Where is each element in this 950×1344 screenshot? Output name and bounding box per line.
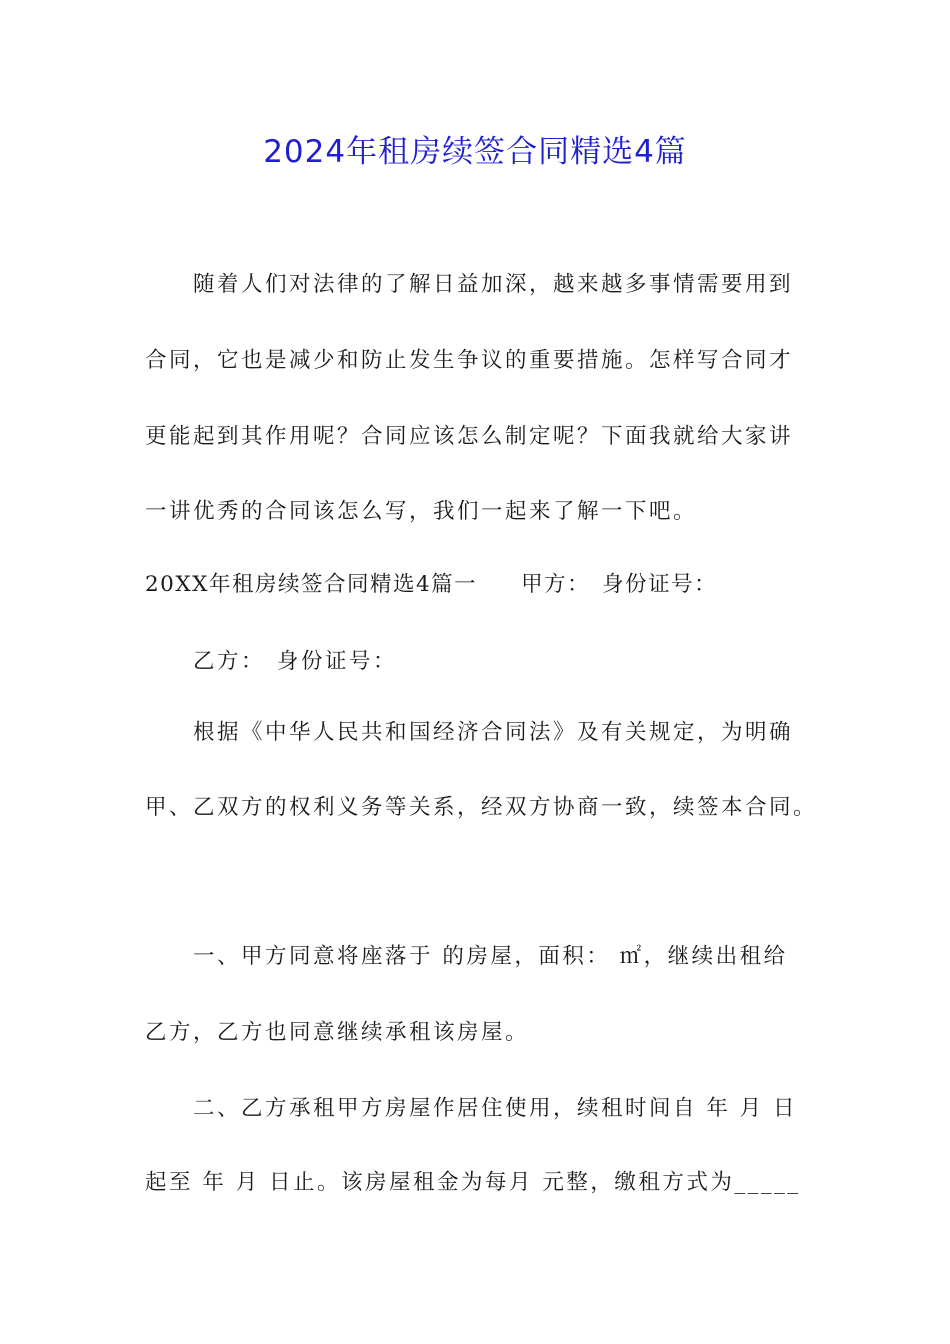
intro-line-4: 一讲优秀的合同该怎么写，我们一起来了解一下吧。 [145, 499, 698, 524]
party-a-id-label: 身份证号： [602, 572, 718, 597]
party-b-label: 乙方： [193, 649, 266, 674]
clause-1-line-1: 一、甲方同意将座落于 的房屋，面积： ㎡，继续出租给 [193, 944, 788, 969]
intro-line-1: 随着人们对法律的了解日益加深，越来越多事情需要用到 [193, 272, 794, 297]
party-b-line [193, 644, 873, 680]
intro-line-2: 合同，它也是减少和防止发生争议的重要措施。怎样写合同才 [145, 348, 794, 373]
party-b-id-label: 身份证号： [277, 649, 398, 674]
basis-line-2: 甲、乙双方的权利义务等关系，经双方协商一致，续签本合同。 [145, 795, 818, 820]
page-title: 2024年租房续签合同精选4篇 [263, 134, 687, 170]
party-a-label: 甲方： [521, 572, 591, 597]
clause-1-line-2: 乙方，乙方也同意继续承租该房屋。 [145, 1020, 530, 1045]
clause-2-line-1: 二、乙方承租甲方房屋作居住使用，续租时间自 年 月 日 [193, 1096, 798, 1121]
intro-line-3: 更能起到其作用呢？合同应该怎么制定呢？下面我就给大家讲 [145, 424, 794, 449]
section-heading-line [145, 567, 825, 603]
clause-2-line-2: 起至 年 月 日止。该房屋租金为每月 元整，缴租方式为_____ [145, 1170, 801, 1195]
section-heading: 20XX年租房续签合同精选4篇一 [145, 572, 478, 597]
basis-line-1: 根据《中华人民共和国经济合同法》及有关规定，为明确 [193, 720, 794, 745]
